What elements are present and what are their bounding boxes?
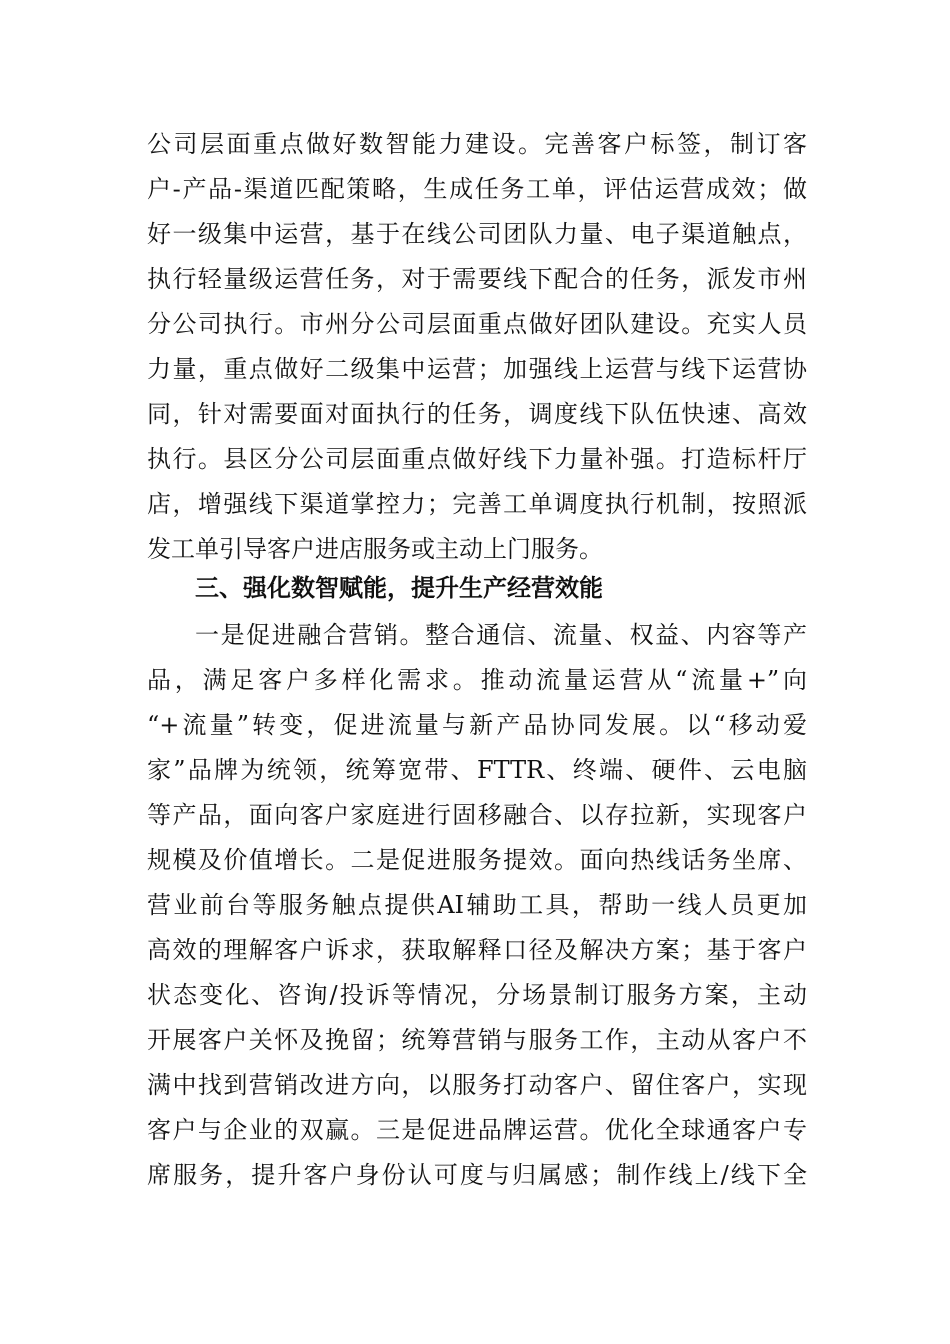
body-text-line: 营业前台等服务触点提供AI辅助工具，帮助一线人员更加 (147, 891, 807, 919)
body-text-line: 店，增强线下渠道掌控力；完善工单调度执行机制，按照派 (147, 490, 807, 518)
body-text-line: 规模及价值增长。二是促进服务提效。面向热线话务坐席、 (147, 846, 807, 874)
body-text-line: 高效的理解客户诉求，获取解释口径及解决方案；基于客户 (147, 936, 807, 964)
body-text-line: 家”品牌为统领，统筹宽带、FTTR、终端、硬件、云电脑 (147, 756, 807, 784)
body-text-line: 品，满足客户多样化需求。推动流量运营从“流量+”向 (147, 666, 807, 694)
body-text-line: 席服务，提升客户身份认可度与归属感；制作线上/线下全 (147, 1161, 807, 1189)
body-text-line: 同，针对需要面对面执行的任务，调度线下队伍快速、高效 (147, 400, 807, 428)
body-text-line: 执行。县区分公司层面重点做好线下力量补强。打造标杆厅 (147, 445, 807, 473)
body-text-line: 状态变化、咨询/投诉等情况，分场景制订服务方案，主动 (147, 981, 807, 1009)
body-text-line: 一是促进融合营销。整合通信、流量、权益、内容等产 (195, 621, 807, 649)
body-text-line: 执行轻量级运营任务，对于需要线下配合的任务，派发市州 (147, 265, 807, 293)
body-text-line: 户-产品-渠道匹配策略，生成任务工单，评估运营成效；做 (147, 175, 807, 203)
body-text-line: “+流量”转变，促进流量与新产品协同发展。以“移动爱 (147, 711, 807, 739)
body-text-line: 满中找到营销改进方向，以服务打动客户、留住客户，实现 (147, 1071, 807, 1099)
body-text-line: 开展客户关怀及挽留；统筹营销与服务工作，主动从客户不 (147, 1026, 807, 1054)
body-text-line: 好一级集中运营，基于在线公司团队力量、电子渠道触点， (147, 220, 807, 248)
body-text-line: 客户与企业的双赢。三是促进品牌运营。优化全球通客户专 (147, 1116, 807, 1144)
body-text-line: 分公司执行。市州分公司层面重点做好团队建设。充实人员 (147, 310, 807, 338)
body-text-line: 等产品，面向客户家庭进行固移融合、以存拉新，实现客户 (147, 801, 807, 829)
section-heading: 三、强化数智赋能，提升生产经营效能 (195, 574, 603, 602)
body-text-line: 发工单引导客户进店服务或主动上门服务。 (147, 535, 603, 563)
body-text-line: 力量，重点做好二级集中运营；加强线上运营与线下运营协 (147, 355, 807, 383)
body-text-line: 公司层面重点做好数智能力建设。完善客户标签，制订客 (147, 130, 807, 158)
